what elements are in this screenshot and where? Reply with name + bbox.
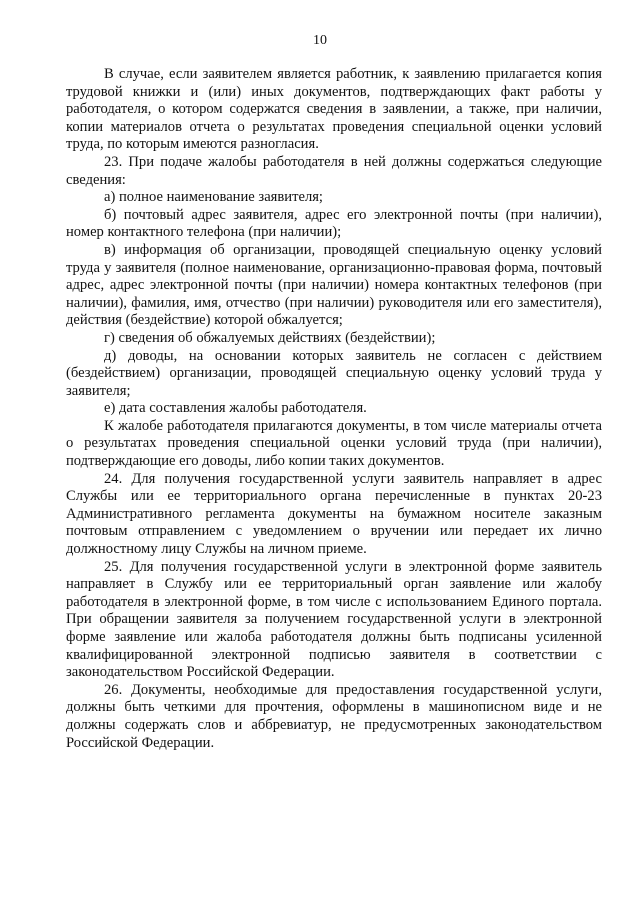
list-item-g: г) сведения об обжалуемых действиях (бездействии); — [104, 329, 436, 346]
paragraph-25: 25. Для получения государственной услуги в электронной форме заявитель направляет в Службу или ее территориальный орган заявление или жалобу работодателя в электронной форме, в том числе с использованием Единого портала. При обращении заявителя за получением государственной услуги в электронной форме заявление или жалоба работодателя должны быть подписаны усиленной квалифицированной электронной подписью заявителя в соответствии с законодательством Российской Федерации. — [66, 558, 602, 681]
paragraph-26: 26. Документы, необходимые для предоставления государственной услуги, должны быть четкими для прочтения, оформлены в машинописном виде и не должны содержать слов и аббревиатур, не предусмотренных законодательством Российской Федерации. — [66, 681, 602, 751]
paragraph-23-complaint-contents: 23. При подаче жалобы работодателя в ней должны содержаться следующие сведения: — [66, 153, 602, 188]
paragraph-24: 24. Для получения государственной услуги заявитель направляет в адрес Службы или ее территориального органа перечисленные в пунктах 20-23 Административного регламента документы на бумажном носителе заказным почтовым отправлением с уведомлением о вручении или передает их лично должностному лицу Службы на личном приеме. — [66, 470, 602, 558]
list-item-b: б) почтовый адрес заявителя, адрес его электронной почты (при наличии), номер контактного телефона (при наличии); — [66, 206, 602, 241]
document-body — [66, 66, 602, 752]
paragraph-complaint-attachments: К жалобе работодателя прилагаются документы, в том числе материалы отчета о результатах проведения специальной оценки условий труда (при наличии), подтверждающие его доводы, либо копии таких документов. — [66, 417, 602, 470]
list-item-a: а) полное наименование заявителя; — [104, 189, 323, 206]
list-item-v: в) информация об организации, проводящей специальную оценку условий труда у заявителя (полное наименование, организационно-правовая форма, почтовый адрес, адрес электронной почты (при наличии) номера контактных телефонов (при наличии), фамилия, имя, отчество (при наличии) руководителя или его заместителя), действия (бездействие) которой обжалуется; — [66, 241, 602, 329]
page-number: 10 — [313, 33, 327, 48]
list-item-d: д) доводы, на основании которых заявитель не согласен с действием (бездействием) организации, проводящей специальную оценку условий труда у заявителя; — [66, 347, 602, 399]
paragraph-employee-attachments: В случае, если заявителем является работник, к заявлению прилагается копия трудовой книжки и (или) иных документов, подтверждающих факт работы у работодателя, о котором содержатся сведения в заявлении, а также, при наличии, копии материалов отчета о результатах проведения специальной оценки условий труда, по которым имеются разногласия. — [66, 66, 602, 153]
list-item-e: е) дата составления жалобы работодателя. — [104, 400, 367, 417]
